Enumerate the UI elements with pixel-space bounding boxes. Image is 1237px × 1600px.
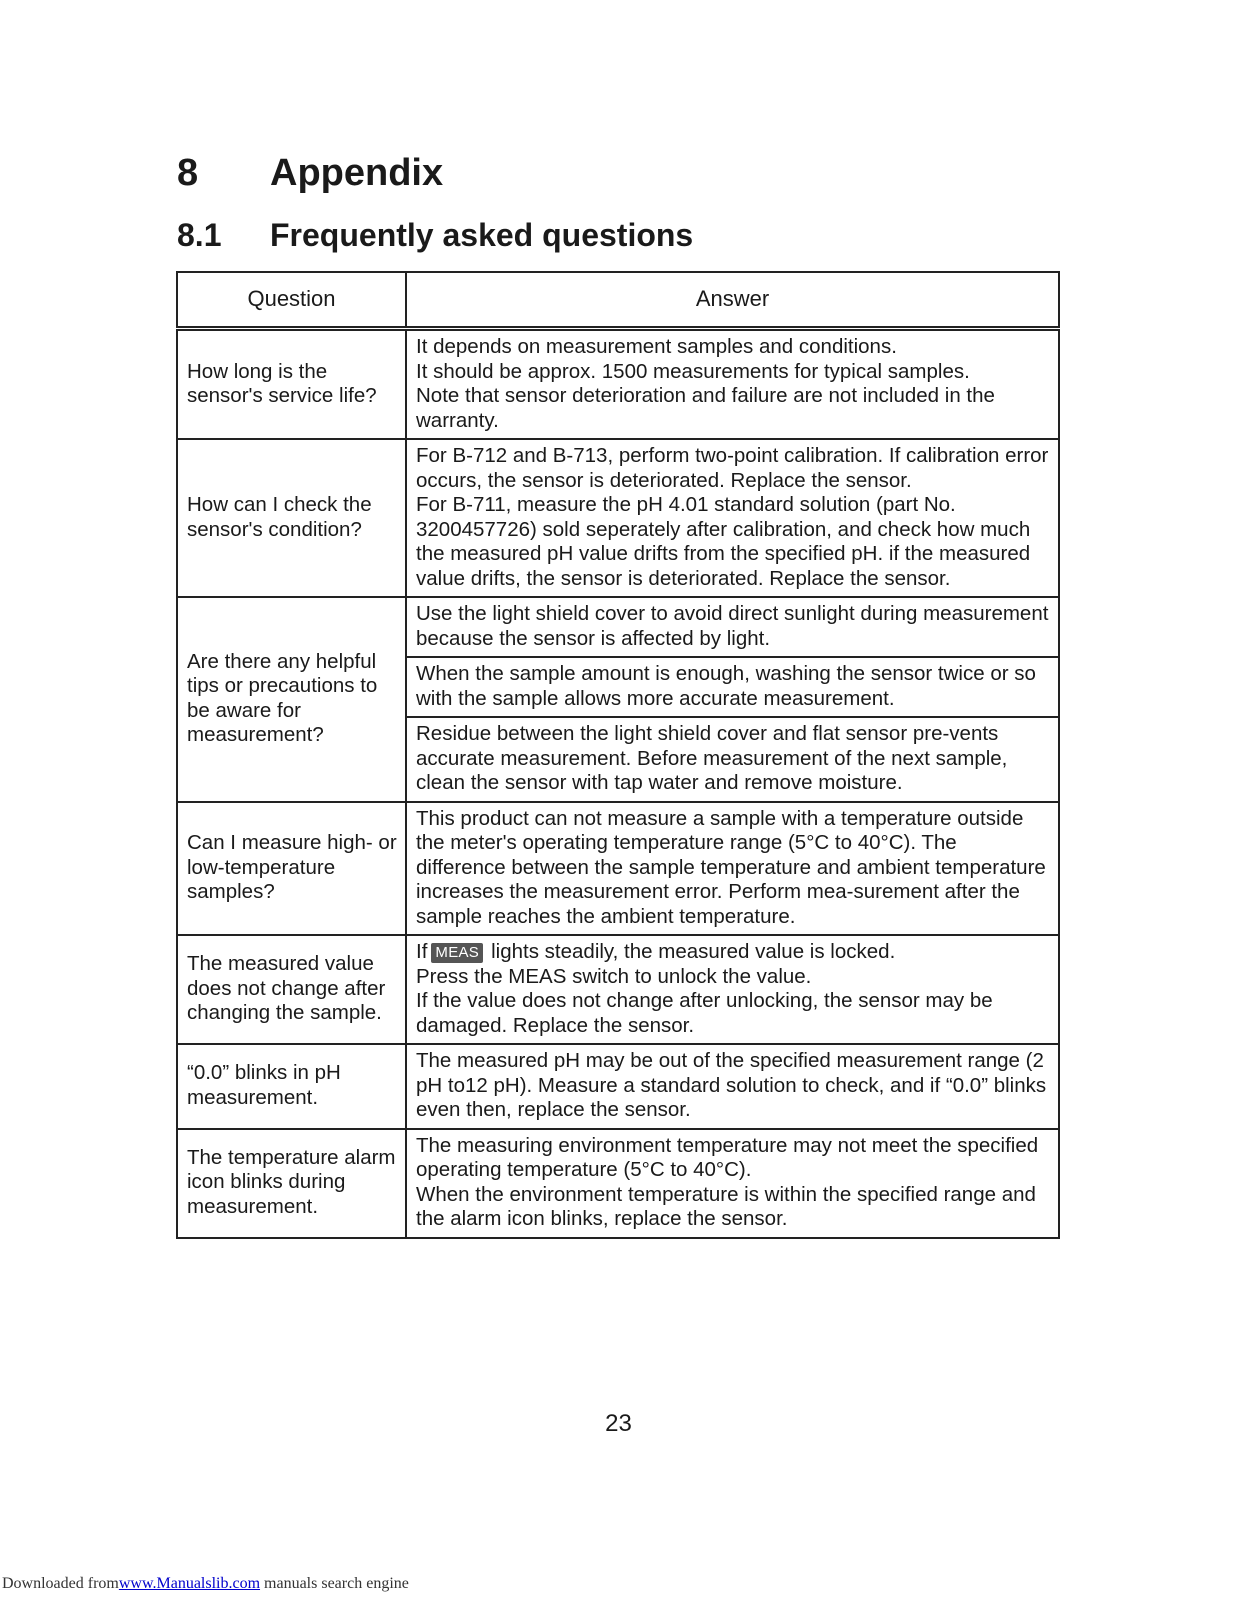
footer-suffix: manuals search engine (260, 1575, 409, 1592)
answer-line: The measuring environment temperature may not meet the specified operating temperature (5°C to 40°C). (416, 1133, 1039, 1181)
question-cell: Are there any helpful tips or precautions to be aware for measurement? (177, 597, 406, 802)
answer-cell: Residue between the light shield cover and flat sensor pre-vents accurate measurement. Before measurement of the next sample, clean the sensor with tap water and remove moisture. (406, 717, 1059, 802)
faq-table (176, 271, 1060, 1239)
answer-rest: lights steadily, the measured value is locked. (491, 940, 896, 963)
question-cell: How long is the sensor's service life? (177, 329, 406, 440)
answer-cell (406, 439, 1059, 597)
question-column-header: Question (177, 272, 406, 329)
answer-line: When the environment temperature is within the specified range and the alarm icon blinks, replace the sensor. (416, 1182, 1036, 1230)
answer-line: If the value does not change after unlocking, the sensor may be damaged. Replace the sensor. (416, 989, 993, 1037)
table-row (177, 597, 1059, 657)
answer-cell: Use the light shield cover to avoid direct sunlight during measurement because the sensor is affected by light. (406, 597, 1059, 657)
table-row (177, 329, 1059, 440)
subsection-heading (177, 217, 693, 254)
answer-cell (406, 935, 1059, 1044)
question-cell: The measured value does not change after changing the sample. (177, 935, 406, 1044)
question-cell: “0.0” blinks in pH measurement. (177, 1044, 406, 1129)
subsection-number: 8.1 (177, 217, 222, 253)
table-header-row (177, 272, 1059, 329)
answer-line: For B-712 and B-713, perform two-point calibration. If calibration error occurs, the sensor is deteriorated. Replace the sensor. (416, 444, 1049, 492)
answer-cell: This product can not measure a sample with a temperature outside the meter's operating temperature range (5°C to 40°C). The difference between the sample temperature and ambient temperature increases the measurement error. Perform mea-surement after the sample reaches the ambient temperature. (406, 802, 1059, 936)
answer-cell: The measured pH may be out of the specified measurement range (2 pH to12 pH). Measure a standard solution to check, and if “0.0” blinks even then, replace the sensor. (406, 1044, 1059, 1129)
answer-line: For B-711, measure the pH 4.01 standard solution (part No. 3200457726) sold seperately after calibration, and check how much the measured pH value drifts from the specified pH. if the measured value drifts, the sensor is deteriorated. Replace the sensor. (416, 493, 1031, 590)
download-footer (2, 1575, 409, 1593)
answer-prefix: If (416, 940, 428, 963)
answer-line (416, 940, 1050, 965)
table-row (177, 1129, 1059, 1238)
question-cell: The temperature alarm icon blinks during measurement. (177, 1129, 406, 1238)
section-number: 8 (177, 152, 199, 194)
answer-line: It depends on measurement samples and conditions. (416, 335, 897, 358)
manualslib-link[interactable]: www.Manualslib.com (118, 1575, 261, 1592)
table-row (177, 439, 1059, 597)
table-row (177, 935, 1059, 1044)
question-cell: How can I check the sensor's condition? (177, 439, 406, 597)
footer-prefix: Downloaded from (2, 1575, 119, 1592)
page-number: 23 (605, 1410, 632, 1437)
meas-indicator-icon: MEAS (431, 943, 483, 963)
answer-cell: When the sample amount is enough, washing the sensor twice or so with the sample allows more accurate measurement. (406, 657, 1059, 717)
table-row (177, 1044, 1059, 1129)
subsection-title: Frequently asked questions (270, 217, 694, 253)
section-title: Appendix (270, 152, 444, 194)
answer-line: Press the MEAS switch to unlock the value. (416, 964, 812, 988)
section-heading (177, 152, 443, 195)
answer-line: Note that sensor deterioration and failure are not included in the warranty. (416, 384, 995, 432)
answer-cell (406, 329, 1059, 440)
question-cell: Can I measure high- or low-temperature samples? (177, 802, 406, 936)
answer-line: It should be approx. 1500 measurements for typical samples. (416, 359, 970, 383)
table-row (177, 802, 1059, 936)
answer-cell (406, 1129, 1059, 1238)
answer-column-header: Answer (406, 272, 1059, 329)
